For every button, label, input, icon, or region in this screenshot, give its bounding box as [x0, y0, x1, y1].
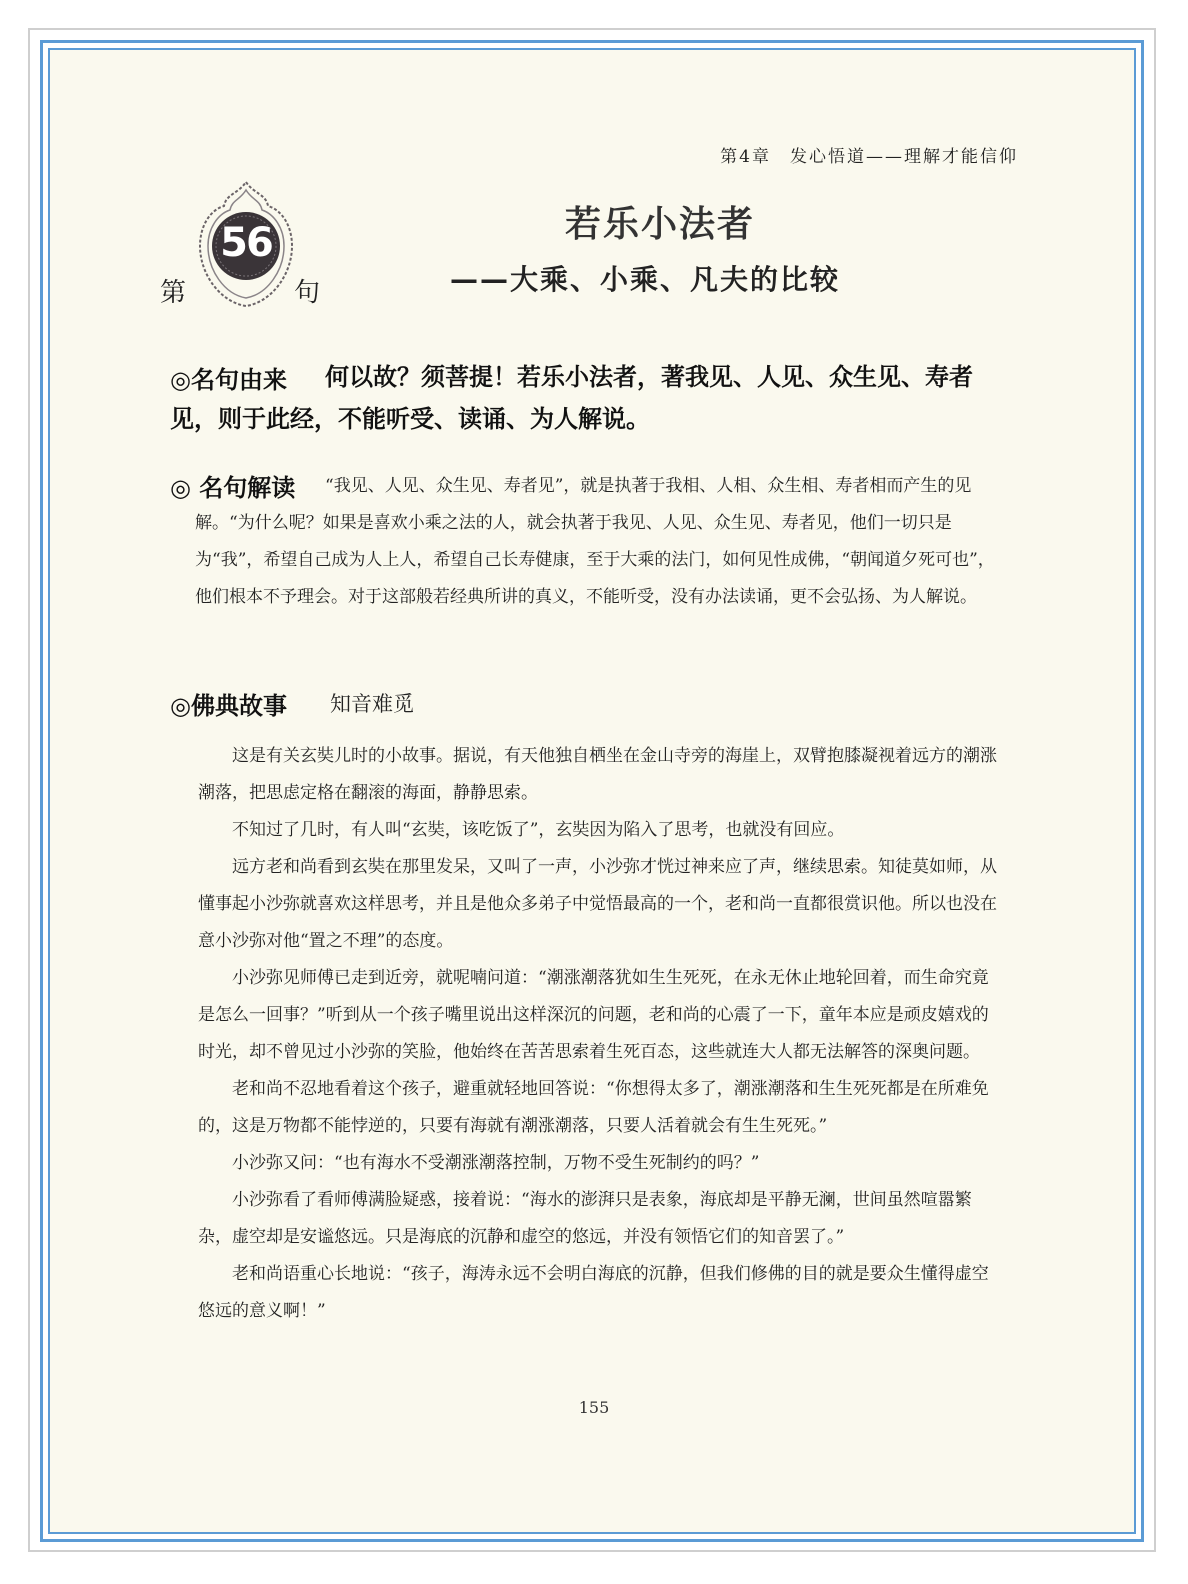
- running-head: 第4章 发心悟道——理解才能信仰: [720, 147, 1018, 167]
- interpretation-label: ◎ 名句解读: [170, 474, 296, 502]
- badge-prefix: 第: [160, 278, 187, 308]
- page-number: 155: [578, 1398, 610, 1417]
- origin-label: ◎名句由来: [170, 366, 287, 394]
- chapter-title: 若乐小法者: [564, 204, 755, 245]
- chapter-subtitle: ——大乘、小乘、凡夫的比较: [450, 263, 841, 296]
- story-paragraph: 这是有关玄奘儿时的小故事。据说，有天他独自栖坐在金山寺旁的海崖上，双臂抱膝凝视着远方的潮涨潮落，把思虑定格在翻滚的海面，静静思索。: [198, 746, 997, 803]
- story-paragraph: 小沙弥又问：“也有海水不受潮涨潮落控制，万物不受生死制约的吗？”: [232, 1153, 760, 1173]
- story-label: ◎佛典故事: [170, 692, 287, 720]
- sentence-badge: [160, 180, 330, 310]
- story-paragraph: 小沙弥见师傅已走到近旁，就呢喃问道：“潮涨潮落犹如生生死死，在永无休止地轮回着，而生命究竟是怎么一回事？”听到从一个孩子嘴里说出这样深沉的问题，老和尚的心震了一下，童年本应是顽皮嬉戏的时光，却不曾见过小沙弥的笑脸，他始终在苦苦思索着生死百态，这些就连大人都无法解答的深奥问题。: [198, 968, 989, 1062]
- interpretation-text: “我见、人见、众生见、寿者见”，就是执著于我相、人相、众生相、寿者相而产生的见解。“为什么呢？如果是喜欢小乘之法的人，就会执著于我见、人见、众生见、寿者见，他们一切只是为“我”，希望自己成为人上人，希望自己长寿健康，至于大乘的法门，如何见性成佛，“朝闻道夕死可也”，他们根本不予理会。对于这部般若经典所讲的真义，不能听受，没有办法读诵，更不会弘扬、为人解说。: [195, 476, 995, 607]
- badge-suffix: 句: [294, 278, 321, 308]
- story-paragraph: 老和尚语重心长地说：“孩子，海涛永远不会明白海底的沉静，但我们修佛的目的就是要众生懂得虚空悠远的意义啊！”: [198, 1264, 989, 1321]
- badge-number: 56: [220, 220, 272, 266]
- story-paragraph: 老和尚不忍地看着这个孩子，避重就轻地回答说：“你想得太多了，潮涨潮落和生生死死都是在所难免的，这是万物都不能悖逆的，只要有海就有潮涨潮落，只要人活着就会有生生死死。”: [198, 1079, 989, 1136]
- origin-text: 何以故？须菩提！若乐小法者，著我见、人见、众生见、寿者见，则于此经，不能听受、读诵、为人解说。: [170, 362, 973, 433]
- story-paragraph: 小沙弥看了看师傅满脸疑惑，接着说：“海水的澎湃只是表象，海底却是平静无澜，世间虽然喧嚣繁杂，虚空却是安谧悠远。只是海底的沉静和虚空的悠远，并没有领悟它们的知音罢了。”: [198, 1190, 972, 1247]
- story-subtitle: 知音难觅: [330, 692, 414, 716]
- story-paragraph: 远方老和尚看到玄奘在那里发呆，又叫了一声，小沙弥才恍过神来应了声，继续思索。知徒莫如师，从懂事起小沙弥就喜欢这样思考，并且是他众多弟子中觉悟最高的一个，老和尚一直都很赏识他。所以也没在意小沙弥对他“置之不理”的态度。: [198, 857, 997, 951]
- story-body: [198, 738, 1000, 1330]
- story-paragraph: 不知过了几时，有人叫“玄奘，该吃饭了”，玄奘因为陷入了思考，也就没有回应。: [232, 820, 845, 840]
